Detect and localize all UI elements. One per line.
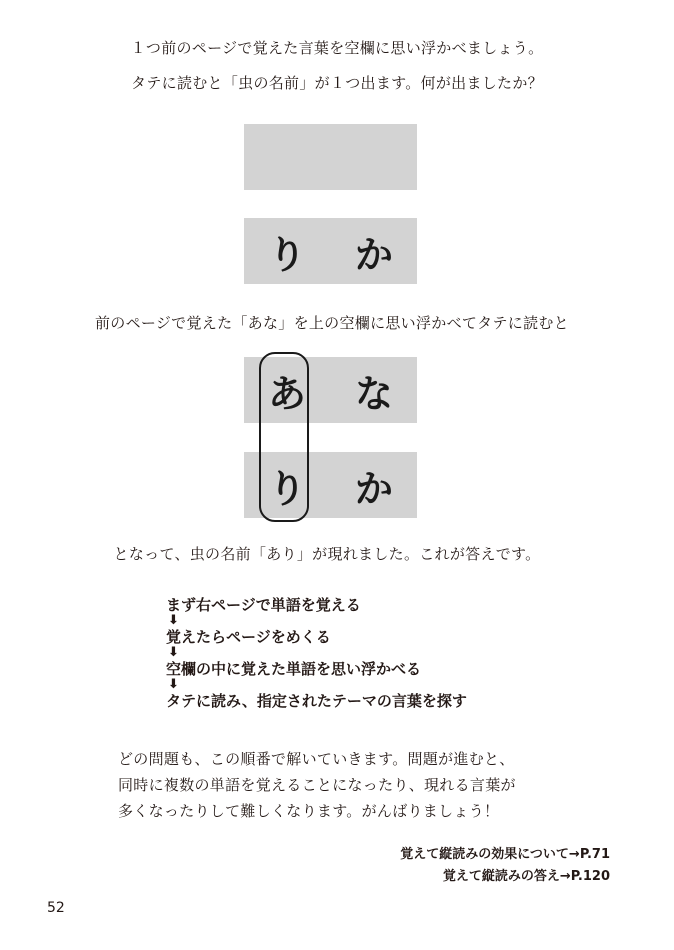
puzzle-bottom-cell-left: り [267, 232, 306, 277]
summary-line-2: 同時に複数の単語を覚えることになったり、現れる言葉が [118, 776, 516, 794]
puzzle-bottom-row [244, 218, 417, 284]
step-arrow-down-icon: ⬇ [168, 613, 179, 628]
puzzle-blank-cell-right [331, 124, 417, 190]
summary-paragraph [118, 746, 516, 824]
summary-line-3: 多くなったりして難しくなります。がんばりましょう！ [118, 802, 500, 820]
intro-line-1: １つ前のページで覚えた言葉を空欄に思い浮かべましょう。 [130, 39, 544, 57]
step-3: 空欄の中に覚えた単語を思い浮かべる [166, 660, 422, 678]
steps-list [166, 597, 467, 709]
step-arrow-down-icon: ⬇ [168, 645, 179, 660]
reference-effects: 覚えて縦読みの効果について→P.71 [400, 847, 610, 862]
solution-bottom-cell-right: か [354, 466, 393, 511]
step-arrow-down-icon: ⬇ [168, 677, 179, 692]
summary-line-1: どの問題も、この順番で解いていきます。問題が進むと、 [118, 750, 515, 768]
solution-top-cell-left: あ [267, 371, 306, 416]
answer-highlight-oval [259, 352, 309, 522]
solution-bottom-cell-left: り [267, 466, 306, 511]
puzzle-bottom-cell-right: か [354, 232, 393, 277]
puzzle-blank-row [244, 124, 417, 190]
step-4: タテに読み、指定されたテーマの言葉を探す [166, 692, 467, 710]
intro-line-2: タテに読むと「虫の名前」が１つ出ます。何が出ましたか？ [131, 74, 543, 92]
puzzle-blank-cell-left [244, 124, 330, 190]
result-text: となって、虫の名前「あり」が現れました。これが答えです。 [113, 545, 541, 563]
step-2: 覚えたらページをめくる [166, 628, 331, 646]
solution-top-cell-right: な [354, 371, 393, 416]
page-number: 52 [47, 900, 65, 916]
reference-answers: 覚えて縦読みの答え→P.120 [442, 869, 610, 884]
step-1: まず右ページで単語を覚える [166, 596, 361, 614]
instruction-text: 前のページで覚えた「あな」を上の空欄に思い浮かべてタテに読むと [94, 314, 569, 332]
